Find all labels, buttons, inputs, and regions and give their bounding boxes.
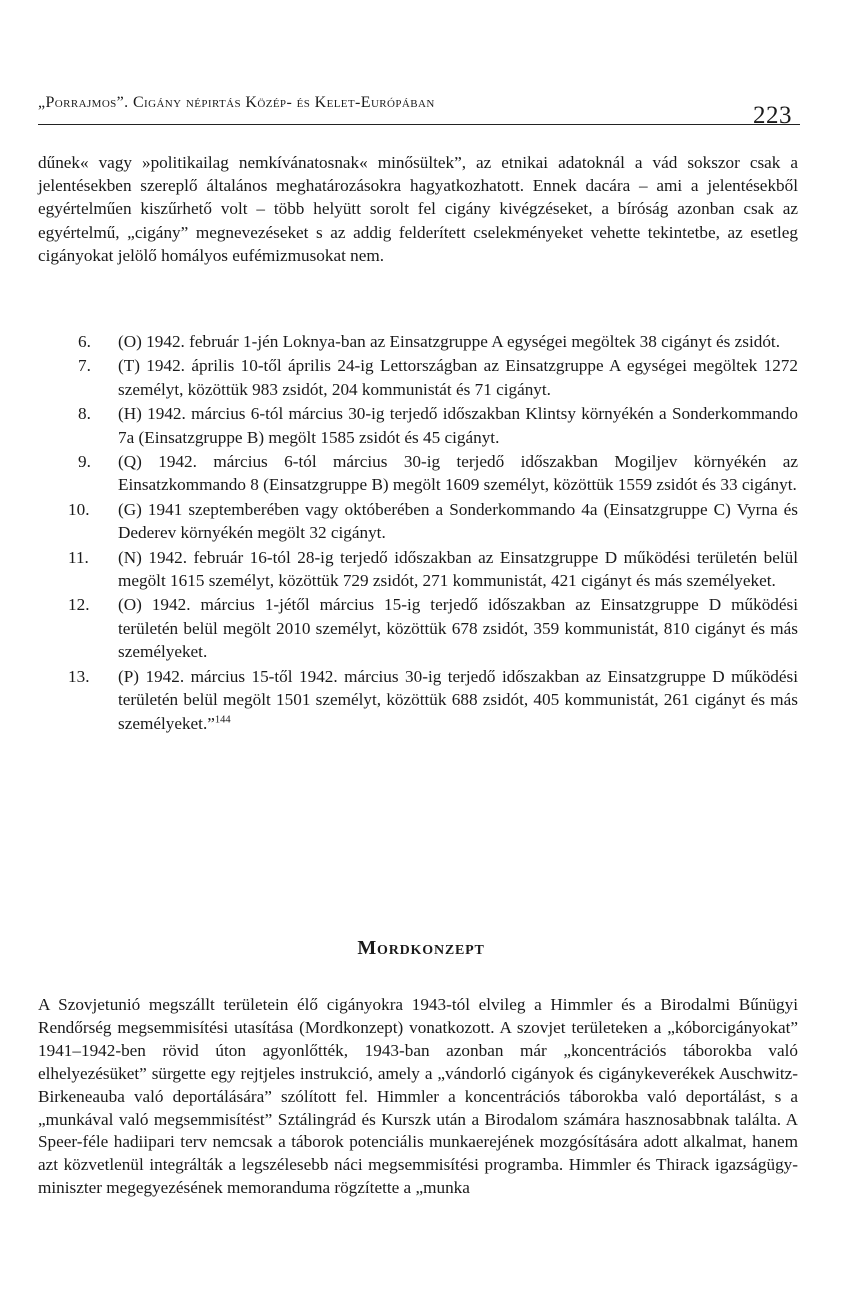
list-item-number: 11. [68,547,89,567]
list-item [38,593,798,663]
list-item-text: (P) 1942. március 15-től 1942. március 30-ig terjedő időszakban az Einsatzgruppe D működési területén belül megölt 1501 személyt, közöttük 688 zsidót, 405 kommunistát, 261 cigányt és más személyeket.” [118,666,798,733]
numbered-list [38,330,798,736]
list-item-text: (O) 1942. február 1-jén Loknya-ban az Einsatzgruppe A egységei megöltek 38 cigányt és zsidót. [118,332,780,351]
running-title: „Porrajmos”. Cigány népirtás Közép- és Kelet-Európában [38,94,435,111]
list-item-number: 13. [68,666,90,686]
list-item [38,546,798,593]
list-item-text: (Q) 1942. március 6-tól március 30-ig terjedő időszakban Mogiljev környékén az Einsatzkommando 8 (Einsatzgruppe B) megölt 1609 személyt, közöttük 1559 zsidót és 33 cigányt. [118,452,798,495]
list-item-number: 12. [68,595,90,615]
list-item-number: 8. [78,404,91,424]
running-header [38,88,800,129]
list-item [38,354,798,401]
list-item-number: 9. [78,452,91,472]
section-paragraph: A Szovjetunió megszállt területein élő cigányokra 1943-tól elvileg a Himmler és a Birodalmi Bűnügyi Rendőrség megsemmisítési utasítása (Mordkonzept) vonatkozott. A szovjet területeken a „kóborcigányokat” 1941–1942-ben rövid úton agyonlőtték, 1943-ban azonban már „koncentrációs táborokba való elhelyezésüket” sürgette egy rejtjeles instrukció, amely a „vándorló cigányok és cigánykeverékek Auschwitz-Birkeneauba való deportálására” szólított fel. Himmler a koncentrációs táborokba való deportálást, s a „munkával való megsemmisítést” Sztálingrád és Kurszk után a Birodalom számára hasznosabbnak találta. A Speer-féle hadiipari terv nemcsak a táborok potenciális munkaerejének mozgósítására adott alkalmat, hanem azt közvetlenül integrálták a legszélesebb náci megsemmisítési programba. Himmler és Thirack igazságügy-miniszter megegyezésének memoranduma rögzítette a „munka [38,995,798,1198]
list-item [38,330,798,353]
list-item-text: (H) 1942. március 6-tól március 30-ig terjedő időszakban Klintsy környékén a Sonderkommando 7a (Einsatzgruppe B) megölt 1585 zsidót és 45 cigányt. [118,404,798,447]
section-heading: Mordkonzept [357,937,485,959]
list-item-number: 10. [68,499,90,519]
page-number: 223 [753,102,792,129]
intro-paragraph: dűnek« vagy »politikailag nemkívánatosnak« minősültek”, az etnikai adatoknál a vád sokszor csak a jelentésekben szereplő általános meghatározásokra hagyatkozhatott. Ennek dacára – ami a jelentésekből egyértelműen kiszűrhető volt – több helyütt sorolt fel cigány kivégzéseket, a bíróság azonban csak az egyértelmű, „cigány” megnevezéseket s az addig felderített cselekményeket vehette tekintetbe, az esetleg cigányokat jelölő homályos eufémizmusokat nem. [38,153,798,265]
list-item [38,450,798,497]
list-item-number: 7. [78,356,91,376]
list-item [38,498,798,545]
list-item-text: (O) 1942. március 1-jétől március 15-ig terjedő időszakban az Einsatzgruppe D működési területén belül megölt 2010 személyt, közöttük 678 zsidót, 359 kommunistát, 810 cigányt és más személyeket. [118,595,798,662]
list-item [38,665,798,735]
list-item-text: (N) 1942. február 16-tól 28-ig terjedő időszakban az Einsatzgruppe D működési területén belül megölt 1615 személyt, közöttük 729 zsidót, 271 kommunistát, 421 cigányt és más személyeket. [118,547,798,591]
list-item-number: 6. [78,332,91,351]
list-item-text: (T) 1942. április 10-től április 24-ig Lettországban az Einsatzgruppe A egységei megöltek 1272 személyt, közöttük 983 zsidót, 204 kommunistát és 71 cigányt. [118,356,798,399]
list-item [38,402,798,449]
list-item-text: (G) 1941 szeptemberében vagy októberében a Sonderkommando 4a (Einsatzgruppe C) Vyrna és Dederev környékén megölt 32 cigányt. [118,499,798,543]
footnote-reference: 144 [214,713,231,725]
